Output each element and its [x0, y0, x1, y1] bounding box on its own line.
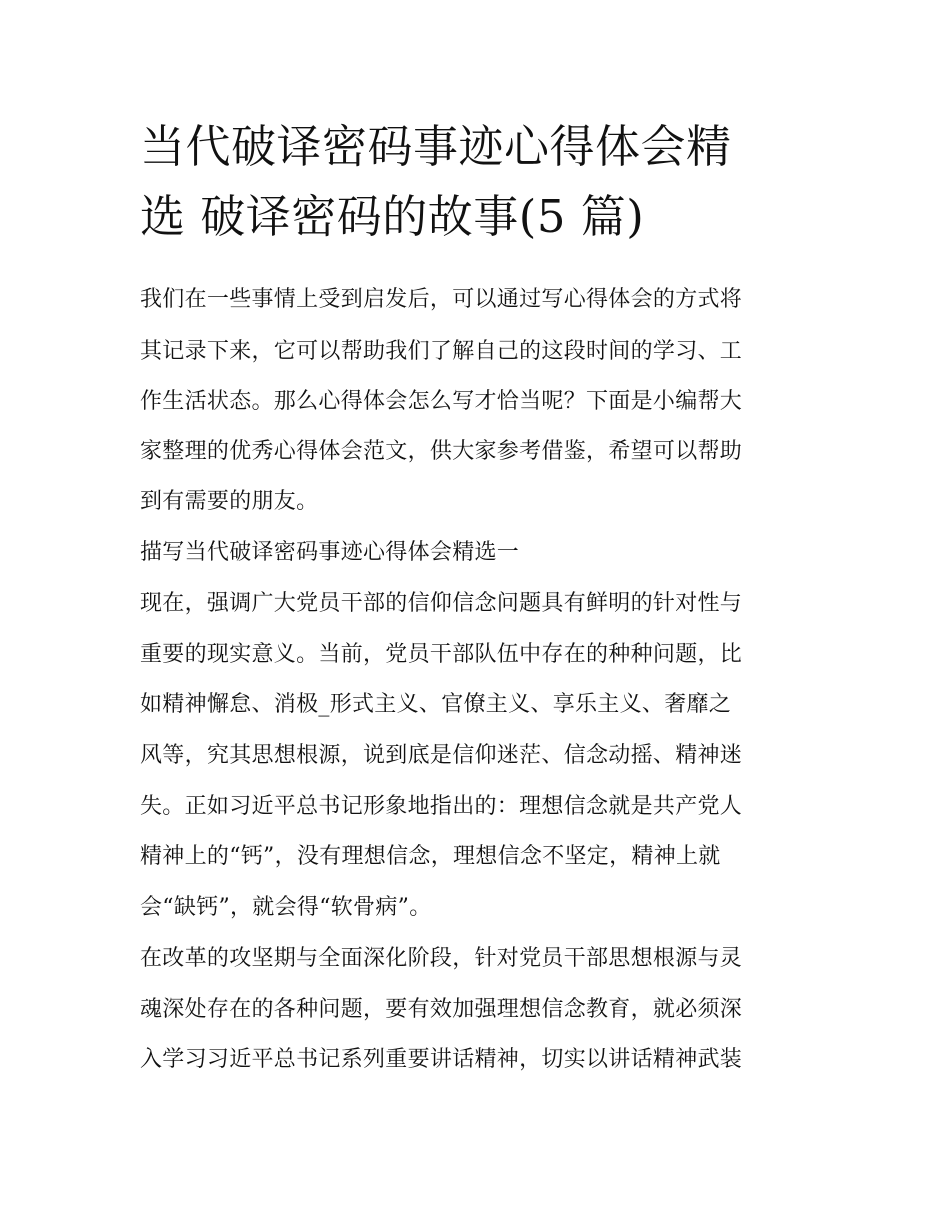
document-title — [140, 112, 820, 252]
paragraph-1-line-4: 风等，究其思想根源，说到底是信仰迷茫、信念动摇、精神迷 — [140, 743, 743, 768]
paragraph-1-line-1: 现在，强调广大党员干部的信仰信念问题具有鲜明的针对性与 — [140, 591, 743, 616]
intro-line-5: 到有需要的朋友。 — [140, 489, 319, 514]
paragraph-2-line-2: 魂深处存在的各种问题，要有效加强理想信念教育，就必须深 — [140, 997, 743, 1022]
intro-line-3: 作生活状态。那么心得体会怎么写才恰当呢？下面是小编帮大 — [140, 389, 743, 414]
paragraph-1-line-7: 会“缺钙”，就会得“软骨病”。 — [140, 895, 432, 920]
paragraph-1-line-2: 重要的现实意义。当前，党员干部队伍中存在的种种问题，比 — [140, 642, 743, 667]
title-line-1: 当代破译密码事迹心得体会精 — [140, 120, 732, 173]
paragraph-2-line-3: 入学习习近平总书记系列重要讲话精神，切实以讲话精神武装 — [140, 1047, 743, 1072]
paragraph-1-line-6: 精神上的“钙”，没有理想信念，理想信念不坚定，精神上就 — [140, 844, 721, 869]
intro-line-4: 家整理的优秀心得体会范文，供大家参考借鉴，希望可以帮助 — [140, 439, 743, 464]
section-heading: 描写当代破译密码事迹心得体会精选一 — [140, 540, 520, 565]
paragraph-2-line-1: 在改革的攻坚期与全面深化阶段，针对党员干部思想根源与灵 — [140, 946, 743, 971]
intro-line-1: 我们在一些事情上受到启发后，可以通过写心得体会的方式将 — [140, 287, 743, 312]
intro-line-2: 其记录下来，它可以帮助我们了解自己的这段时间的学习、工 — [140, 339, 743, 364]
paragraph-1-line-5: 失。正如习近平总书记形象地指出的：理想信念就是共产党人 — [140, 794, 743, 819]
title-line-2: 选 破译密码的故事(5 篇) — [140, 190, 645, 243]
paragraph-1-line-3: 如精神懈怠、消极_形式主义、官僚主义、享乐主义、奢靡之 — [140, 692, 732, 717]
